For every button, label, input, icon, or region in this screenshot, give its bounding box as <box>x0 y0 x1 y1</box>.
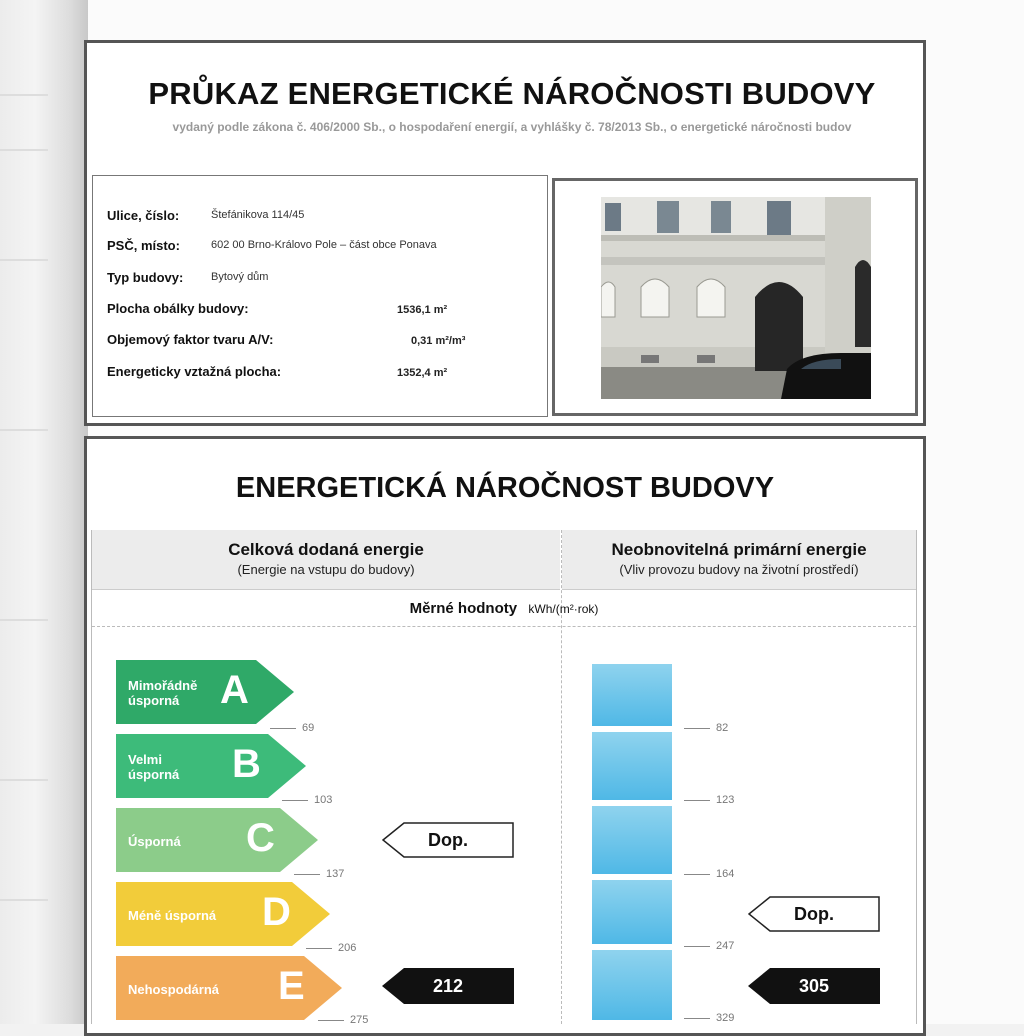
right-bound-a: 82 <box>684 722 728 734</box>
section-title: ENERGETICKÁ NÁROČNOST BUDOVY <box>235 472 775 504</box>
zip-label: PSČ, místo: <box>107 238 180 253</box>
right-bound-d: 247 <box>684 940 734 952</box>
class-c-letter: C <box>246 816 275 860</box>
street-value: Štefánikova 114/45 <box>211 209 305 221</box>
right-bound-b: 123 <box>684 794 734 806</box>
building-info-box <box>92 175 548 417</box>
zip-value: 602 00 Brno-Královo Pole – část obce Ponava <box>211 239 437 251</box>
delivered-energy-header <box>92 530 560 590</box>
left-requirement-marker <box>382 822 514 858</box>
class-d-name: Méně úsporná <box>128 908 217 923</box>
primary-energy-title: Neobnovitelná primární energie <box>611 540 867 559</box>
shape-factor-label: Objemový faktor tvaru A/V: <box>107 332 274 347</box>
class-a-letter: A <box>220 668 249 712</box>
right-requirement-marker <box>748 896 880 932</box>
left-bound-e: 275 <box>318 1014 368 1026</box>
left-bound-a: 69 <box>270 722 314 734</box>
right-requirement-label: Dop. <box>794 904 834 924</box>
book-spine <box>0 0 88 1024</box>
primary-energy-header <box>562 530 916 590</box>
building-photo <box>601 197 871 399</box>
type-label: Typ budovy: <box>107 270 184 285</box>
class-c-name: Úsporná <box>128 834 181 849</box>
primary-bar-c <box>592 806 672 874</box>
building-photo-frame <box>552 178 918 416</box>
left-actual-value: 212 <box>432 976 464 996</box>
envelope-value: 1536,1 m² <box>397 304 448 316</box>
primary-energy-subtitle: (Vliv provozu budovy na životní prostředí) <box>619 562 859 577</box>
right-actual-value: 305 <box>798 976 830 996</box>
right-bound-c: 164 <box>684 868 734 880</box>
delivered-energy-subtitle: (Energie na vstupu do budovy) <box>237 562 415 577</box>
shape-factor-value: 0,31 m²/m³ <box>411 335 466 347</box>
ref-area-value: 1352,4 m² <box>397 367 448 379</box>
right-bound-e: 329 <box>684 1012 734 1024</box>
delivered-energy-title: Celková dodaná energie <box>228 540 424 559</box>
primary-bar-b <box>592 732 672 800</box>
type-value: Bytový dům <box>211 271 269 283</box>
left-bound-d: 206 <box>306 942 356 954</box>
class-e-letter: E <box>278 964 305 1008</box>
table-right-border <box>916 530 917 1024</box>
street-label: Ulice, číslo: <box>107 208 180 223</box>
primary-bar-e <box>592 950 672 1020</box>
left-actual-marker <box>382 968 514 1004</box>
certificate-title: PRŮKAZ ENERGETICKÉ NÁROČNOSTI BUDOVY <box>148 76 876 111</box>
zip-row <box>107 238 437 253</box>
class-d-letter: D <box>262 890 291 934</box>
primary-bar-d <box>592 880 672 944</box>
type-row <box>107 270 269 285</box>
unit-separator <box>92 626 916 627</box>
ref-area-label: Energeticky vztažná plocha: <box>107 364 282 379</box>
class-b-name: Velmi úsporná <box>128 752 180 782</box>
left-bound-c: 137 <box>294 868 344 880</box>
spine-page-edges <box>0 0 60 1024</box>
right-actual-marker <box>748 968 880 1004</box>
class-a-name: Mimořádně úsporná <box>128 678 198 708</box>
street-row <box>107 208 305 223</box>
left-bound-b: 103 <box>282 794 332 806</box>
envelope-label: Plocha obálky budovy: <box>107 301 249 316</box>
unit-row <box>92 600 916 617</box>
class-b-letter: B <box>232 742 261 786</box>
primary-bar-a <box>592 664 672 726</box>
unit-value: kWh/(m²·rok) <box>528 602 599 616</box>
unit-label: Měrné hodnoty <box>409 600 518 617</box>
left-requirement-label: Dop. <box>428 830 468 850</box>
class-e-name: Nehospodárná <box>128 982 220 997</box>
certificate-subtitle: vydaný podle zákona č. 406/2000 Sb., o hospodaření energií, a vyhlášky č. 78/2013 Sb., o energetické náročnosti budov <box>172 120 852 134</box>
